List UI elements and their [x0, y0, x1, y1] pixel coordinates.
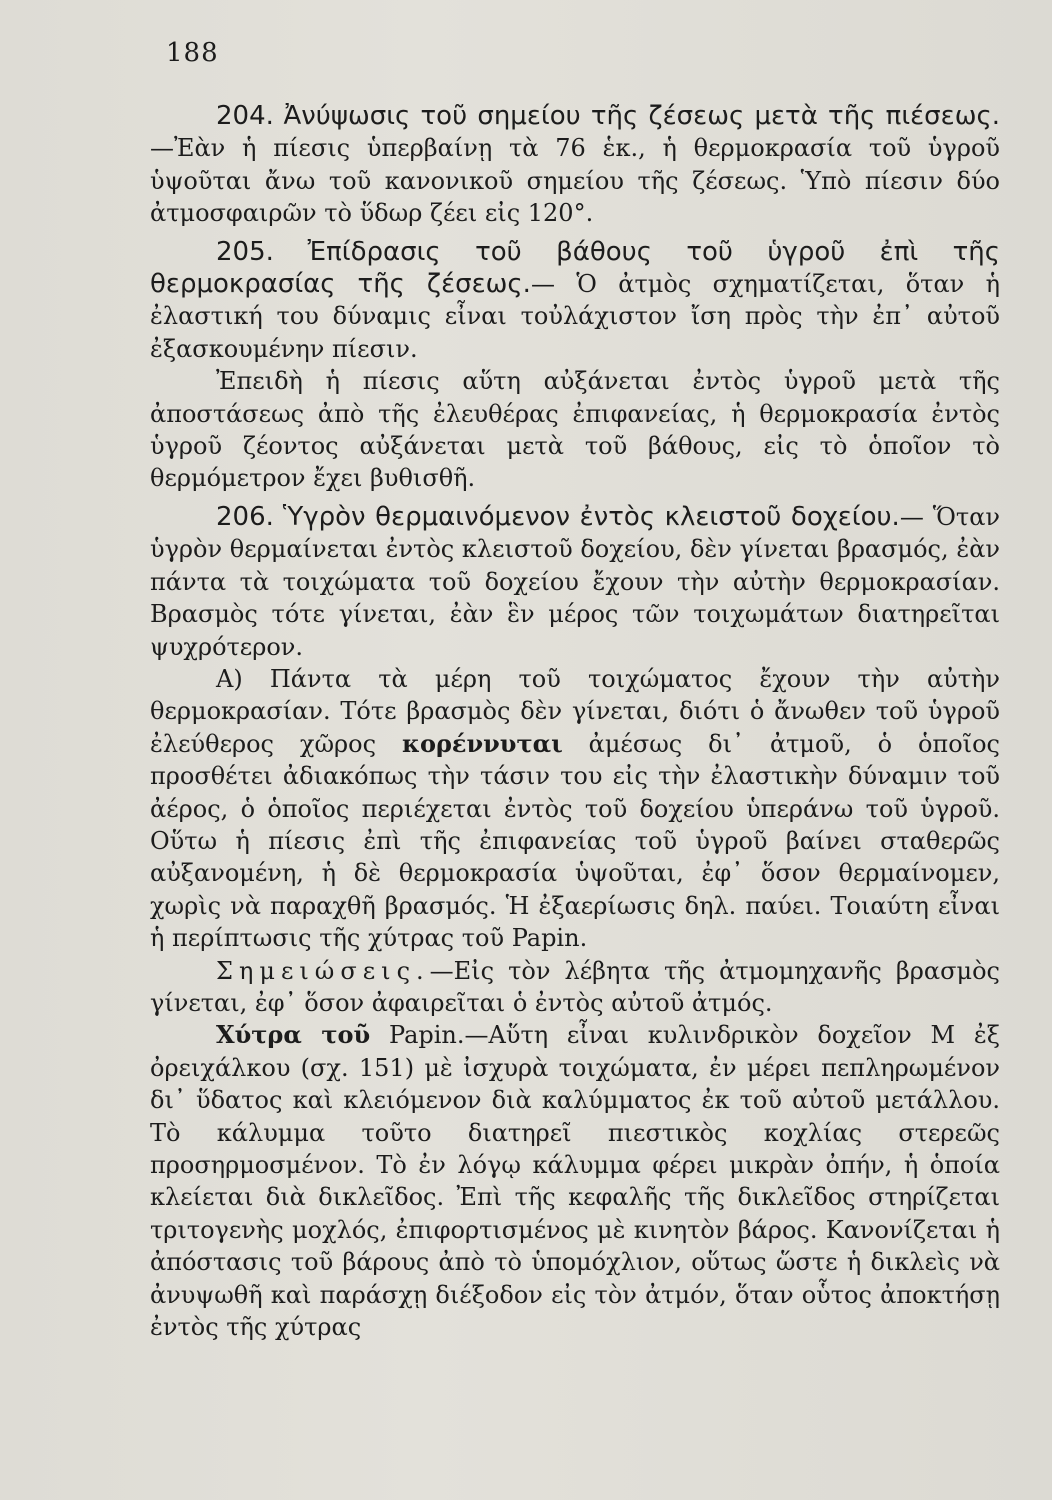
papin-paragraph: [150, 1019, 1000, 1343]
section-204-number: 204.: [216, 101, 274, 131]
section-206-number: 206.: [216, 501, 274, 532]
notes-label: Σημειώσεις.: [216, 956, 430, 985]
notes-paragraph: [150, 955, 1000, 1020]
section-204: [150, 100, 1000, 230]
section-205-paragraph-2: Ἐπειδὴ ἡ πίεσις αὕτη αὐξάνεται ἐντὸς ὑγροῦ μετὰ τῆς ἀποστάσεως ἀπὸ τῆς ἐλευθέρας ἐπιφανείας, ἡ θερμοκρασία ἐντὸς ὑγροῦ ζέοντος αὐξάνεται μετὰ τοῦ βάθους, εἰς τὸ ὁποῖον τὸ θερμόμετρον ἔχει βυθισθῆ.: [150, 367, 1000, 493]
notes-text: —Εἰς τὸν λέβητα τῆς ἀτμομηχανῆς βρασμὸς γίνεται, ἐφ᾽ ὅσον ἀφαιρεῖται ὁ ἐντὸς αὐτοῦ ἀτμός.: [150, 956, 1000, 1017]
section-205-title: Ἐπίδρασις τοῦ βάθους τοῦ ὑγροῦ ἐπὶ τῆς θερμοκρασίας τῆς ζέσεως.: [150, 236, 1000, 300]
paragraph-a-part-2: ἀμέσως δι᾽ ἀτμοῦ, ὁ ὁποῖος προσθέτει ἀδιακόπως τὴν τάσιν του εἰς τὴν ἐλαστικὴν δύναμιν τοῦ ἀέρος, ὁ ὁποῖος περιέχεται ἐντὸς τοῦ δοχείου ὑπεράνω τοῦ ὑγροῦ. Οὕτω ἡ πίεσις ἐπὶ τῆς ἐπιφανείας τοῦ ὑγροῦ βαίνει σταθερῶς αὐξανομένη, ἡ δὲ θερμοκρασία ὑψοῦται, ἐφ᾽ ὅσον θερμαίνομεν, χωρὶς νὰ παραχθῆ βρασμός. Ἡ ἐξαερίωσις δηλ. παύει. Τοιαύτη εἶναι ἡ περίπτωσις τῆς χύτρας τοῦ Papin.: [150, 729, 1000, 953]
section-206-paragraph-a: [150, 663, 1000, 955]
section-205-number: 205.: [216, 236, 274, 267]
section-205-text: — Ὁ ἀτμὸς σχηματίζεται, ὅταν ἡ ἐλαστική του δύναμις εἶναι τοὐλάχιστον ἴση πρὸς τὴν ἐπ᾽ αὐτοῦ ἐξασκουμένην πίεσιν.: [150, 270, 1000, 363]
papin-text: Papin.—Αὕτη εἶναι κυλινδρικὸν δοχεῖον Μ ἐξ ὀρειχάλκου (σχ. 151) μὲ ἰσχυρὰ τοιχώματα, ἐν μέρει πεπληρωμένον δι᾽ ὕδατος καὶ κλειόμενον διὰ καλύμματος ἐκ τοῦ αὐτοῦ μετάλλου. Τὸ κάλυμμα τοῦτο διατηρεῖ πιεστικὸς κοχλίας στερεῶς προσηρμοσμένον. Τὸ ἐν λόγῳ κάλυμμα φέρει μικρὰν ὀπήν, ἡ ὁποία κλείεται διὰ δικλεῖδος. Ἐπὶ τῆς κεφαλῆς τῆς δικλεῖδος στηρίζεται τριτογενὴς μοχλός, ἐπιφορτισμένος μὲ κινητὸν βάρος. Κανονίζεται ἡ ἀπόστασις τοῦ βάρους ἀπὸ τὸ ὑπομόχλιον, οὕτως ὥστε ἡ δικλεὶς νὰ ἀνυψωθῆ καὶ παράσχῃ διέξοδον εἰς τὸν ἀτμόν, ὅταν οὗτος ἀποκτήσῃ ἐντὸς τῆς χύτρας: [150, 1021, 1000, 1342]
page-body: [150, 100, 1000, 1343]
paragraph-a-part-1: Α) Πάντα τὰ μέρη τοῦ τοιχώματος ἔχουν τὴν αὐτὴν θερμοκρασίαν. Τότε βρασμὸς δὲν γίνεται, διότι ὁ ἄνωθεν τοῦ ὑγροῦ ἐλεύθερος χῶρος: [150, 664, 1000, 758]
section-206-title: Ὑγρὸν θερμαινόμενον ἐντὸς κλειστοῦ δοχείου.: [282, 501, 900, 532]
section-206: [150, 501, 1000, 663]
page-number: 188: [166, 38, 219, 68]
section-206-text: — Ὅταν ὑγρὸν θερμαίνεται ἐντὸς κλειστοῦ δοχείου, δὲν γίνεται βρασμός, ἐὰν πάντα τὰ τοιχώματα τοῦ δοχείου ἔχουν τὴν αὐτὴν θερμοκρασίαν. Βρασμὸς τότε γίνεται, ἐὰν ἓν μέρος τῶν τοιχωμάτων διατηρεῖται ψυχρότερον.: [150, 502, 1000, 661]
section-204-title: Ἀνύψωσις τοῦ σημείου τῆς ζέσεως μετὰ τῆς πιέσεως.: [283, 101, 1000, 131]
paragraph-a-bold-word: κορέννυται: [401, 728, 563, 758]
section-204-text: —Ἐὰν ἡ πίεσις ὑπερβαίνῃ τὰ 76 ἑκ., ἡ θερμοκρασία τοῦ ὑγροῦ ὑψοῦται ἄνω τοῦ κανονικοῦ σημείου τῆς ζέσεως. Ὑπὸ πίεσιν δύο ἀτμοσφαιρῶν τὸ ὕδωρ ζέει εἰς 120°.: [150, 134, 1000, 228]
papin-title: Χύτρα τοῦ: [216, 1020, 371, 1050]
section-205: [150, 236, 1000, 366]
